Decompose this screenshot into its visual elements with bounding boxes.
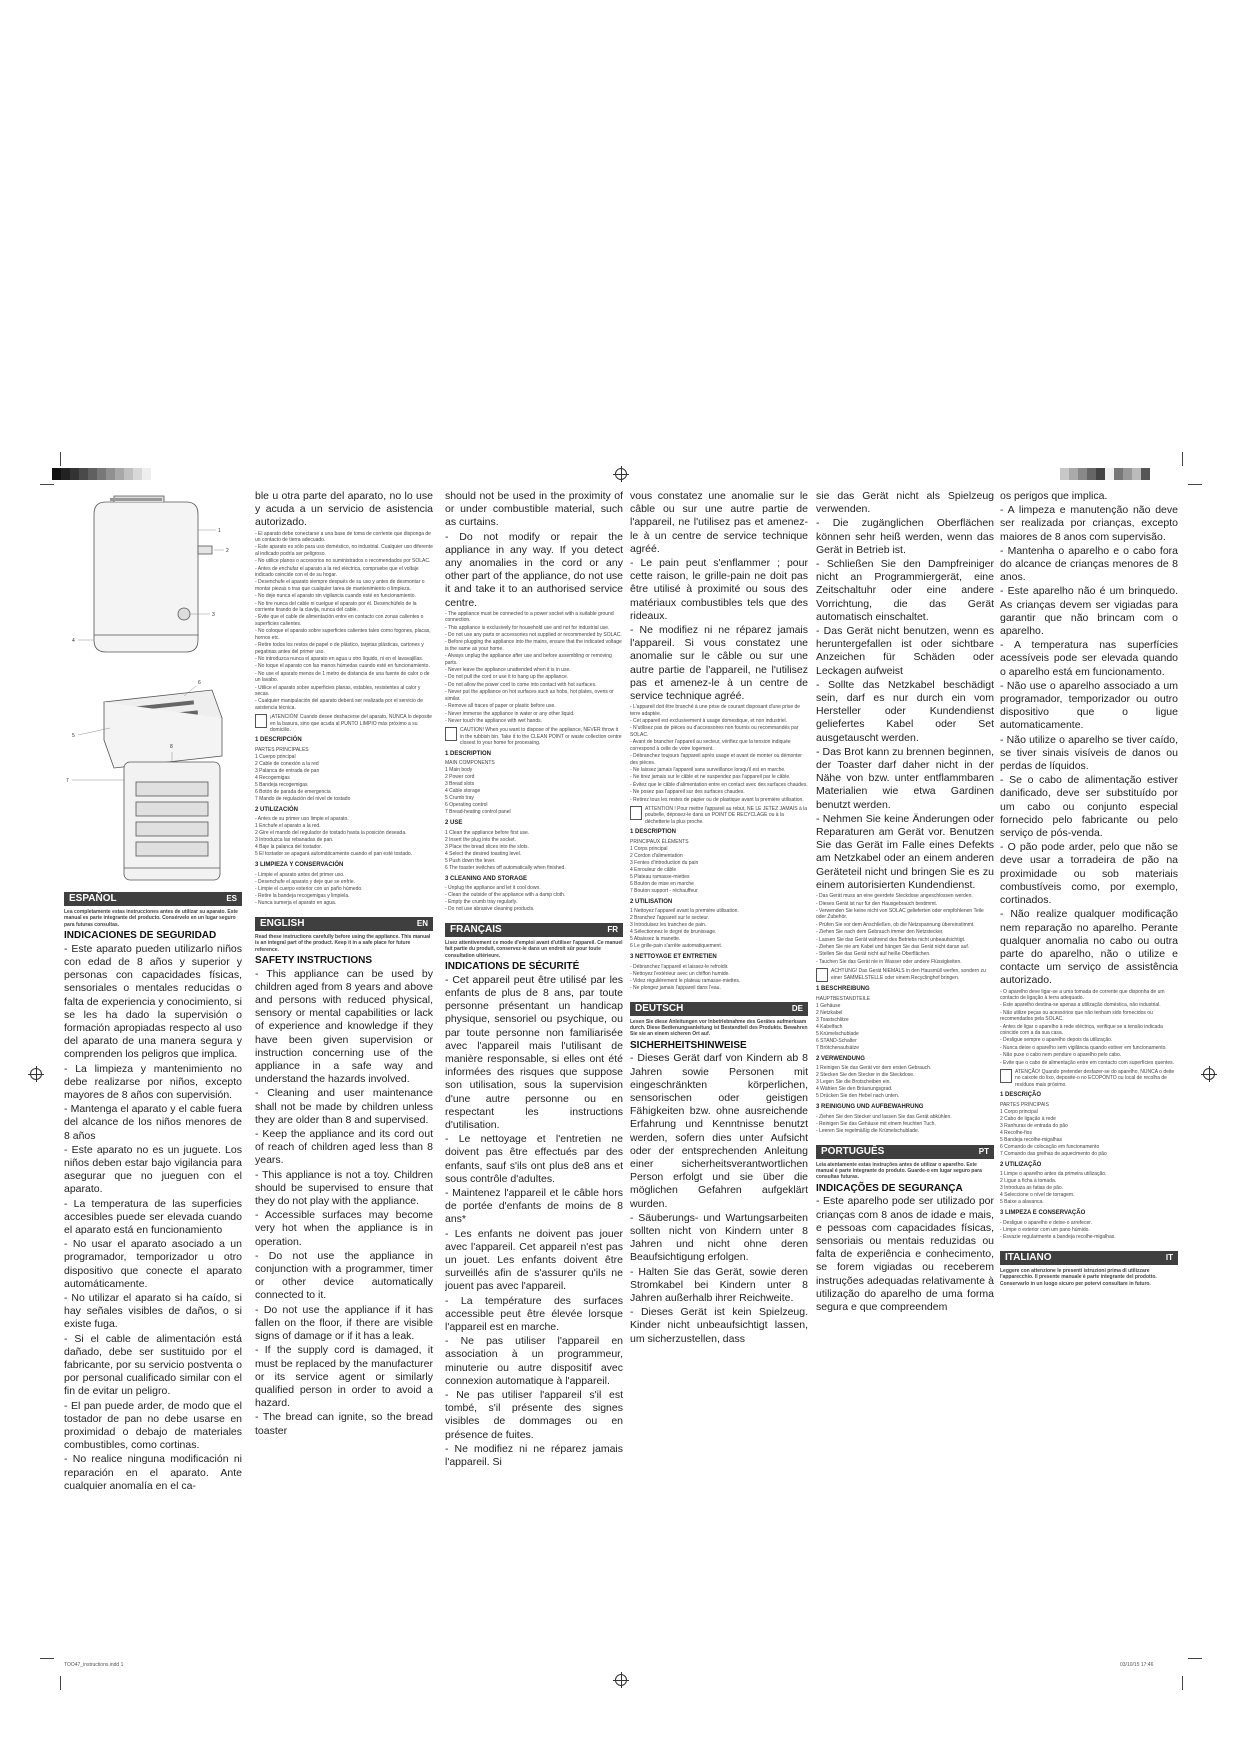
german-clean-item: - Reinigen Sie das Gehäuse mit einem feuchten Tuch. [816,1120,936,1127]
english-small: - The appliance must be connected to a power socket with a suitable ground connection. [445,610,614,624]
french-desc-sub: PRINCIPAUX ÉLÉMENTS [630,838,689,845]
german-use-title: 2 VERWENDUNG [816,1055,865,1062]
spanish-cont-paragraph: ble u otra parte del aparato, no lo use y acuda a un servicio de asistencia autorizado. [255,490,433,529]
spanish-cont-small: - Este aparato es sólo para uso doméstico, no industrial. Cualquier uso diferente al indicado podría ser peligroso. [255,544,433,557]
column-french-continued [630,490,808,1660]
diagram-label: 6 [198,680,201,686]
english-desc-item: 6 Operating control [445,802,488,809]
french-small: - Retirez tous les restes de papier ou de plastique avant la première utilisation. [630,796,804,803]
portuguese-desc-item: 1 Corpo principal [1000,1108,1038,1115]
english-clean-item: - Clean the outside of the appliance with a damp cloth. [445,892,566,899]
language-header-spanish: ESPAÑOL ES [64,892,242,906]
column-portuguese-continued [1000,490,1178,1660]
spanish-use-item: - Antes de su primer uso limpie el aparato. [255,816,349,823]
german-small: - Stellen Sie das Gerät nicht auf heiße Oberflächen. [816,951,931,958]
spanish-paragraph: - Este aparato pueden utilizarlo niños con edad de 8 años y superior y personas con capacidades físicas, sensoriales o mentales reducidas o falta de experiencia y conocimiento, si se les ha dado la supervisión o formación apropiadas respecto al uso del aparato de una manera segura y comprenden los peligros que implica. [64,942,242,1061]
french-paragraph: - Les enfants ne doivent pas jouer avec l'appareil. Cet appareil n'est pas un jouet. Les enfants doivent être surveillés afin de s'assurer qu'ils ne jouent pas avec l'appareil. [445,1227,623,1293]
english-paragraph: - This appliance is not a toy. Children should be supervised to ensure that they do not play with the appliance. [255,1168,433,1208]
spanish-desc-sub: PARTES PRINCIPALES [255,746,309,753]
spanish-clean-item: - Retire la bandeja recogemigas y limpiela. [255,892,350,899]
spanish-paragraph: - Si el cable de alimentación está dañado, debe ser sustituido por el fabricante, por su servicio postventa o por personal cualificado similar con el fin de evitar un peligro. [64,1332,242,1398]
german-clean-title: 3 REINIGUNG UND AUFBEWAHRUNG [816,1104,924,1111]
portuguese-paragraph-top: - Se o cabo de alimentação estiver danificado, deve ser substituído por um cabo ou conjunto especial fornecido pelo fabricante ou pelo serviço de pós-venda. [1000,774,1178,840]
toaster-bottom-illustration [124,762,220,880]
language-header-italian: ITALIANO IT [1000,1251,1178,1265]
german-desc-item: 5 Krümelschublade [816,1030,859,1037]
portuguese-paragraph: - Este aparelho pode ser utilizado por crianças com 8 anos de idade e mais, e pessoas com capacidades físicas, sensoriais ou mentais reduzidas ou falta de experiência e conhecimento, se forem vigiadas ou receberem instruções adequadas relativamente à utilização do aparelho de uma forma segura e que compreendem [816,1195,994,1313]
portuguese-warning: ATENÇÃO! Quando pretender desfazer-se do aparelho, NUNCA o deite no caixote do lixo, deposite-o no ECOPONTO ou local de recolha de resíduos mais próximo. [1000,1069,1178,1088]
french-use-item: 1 Nettoyez l'appareil avant la première utilisation. [630,908,739,915]
portuguese-desc-item: 3 Ranhuras de entrada do pão [1000,1122,1068,1129]
german-clean-item: - Ziehen Sie den Stecker und lassen Sie das Gerät abkühlen. [816,1113,952,1120]
english-small: - Do not allow the power cord to come into contact with hot surfaces. [445,681,597,688]
spanish-paragraph: - No usar el aparato asociado a un programador, temporizador u otro dispositivo que conecte el aparato automáticamente. [64,1238,242,1290]
english-use-item: 5 Push down the lever. [445,857,496,864]
german-desc-item: 3 Toastschlitze [816,1016,849,1023]
german-paragraph-top: sie das Gerät nicht als Spielzeug verwenden. [816,490,994,516]
german-paragraph-top: - Schließen Sie den Dampfreiniger nicht an Programmiergerät, eine Zeitschaltuhr oder eine andere Vorrichtung, die das Gerät automatisch einschaltet. [816,558,994,623]
crop-mark [1188,1658,1202,1659]
french-desc-item: 3 Fentes d'introduction du pain [630,859,699,866]
german-paragraph-top: - Sollte das Netzkabel beschädigt sein, darf es nur durch ein vom Hersteller oder Kundendienst geliefertes Kabel oder Set ausgetauscht werden. [816,678,994,744]
french-desc-item: 7 Bouton support - réchauffeur [630,887,698,894]
english-use-item: 2 Insert the plug into the socket. [445,836,516,843]
english-small: - This appliance is exclusively for household use and not for industrial use. [445,624,610,631]
portuguese-use-item: 2 Ligue a ficha à tomada. [1000,1178,1057,1185]
english-warning: CAUTION! When you want to dispose of the appliance, NEVER throw it in the rubbish bin. Take it to the CLEAN POINT or waste collection centre closest to your home for processing. [445,727,623,746]
spanish-paragraph: - La limpieza y mantenimiento no debe realizarse por niños, excepto mayores de 8 años con supervisión. [64,1062,242,1101]
german-small: - Ziehen Sie nach dem Gebrauch immer den Netzstecker. [816,929,944,936]
english-clean-title: 3 CLEANING AND STORAGE [445,875,528,882]
spanish-paragraph: - No utilizar el aparato si ha caído, si hay señales visibles de daños, o si existe fuga. [64,1292,242,1331]
spanish-cont-small: - Utilice el aparato sobre superficies planas, estables, resistentes al calor y secas. [255,684,421,697]
french-desc-item: 4 Enrouleur de câble [630,866,677,873]
spanish-cont-small: - No deje nunca el aparato sin vigilancia cuando esté en funcionamiento. [255,593,416,600]
diagram-label: 7 [66,778,69,784]
crop-mark [1182,1676,1183,1690]
french-use-item: 3 Introduisez les tranches de pain. [630,922,707,929]
french-small: - Débranchez toujours l'appareil après usage et avant de monter ou démonter des pièces. [630,753,802,766]
german-desc-item: 1 Gehäuse [816,1002,841,1009]
french-clean-item: - Ne plongez jamais l'appareil dans l'eau. [630,984,721,991]
french-small: - N'utilisez pas de pièces ou d'accessoires non fournis ou recommandés par SOLAC. [630,725,799,738]
spanish-clean-item: - Limpie el aparato antes del primer uso. [255,871,345,878]
diagram-label: 8 [170,744,173,750]
portuguese-small: - Este aparelho destina-se apenas a utilização doméstica, não industrial. [1000,1002,1161,1009]
spanish-desc-item: 6 Botón de parada de emergencia [255,788,331,795]
german-notice: Lesen Sie diese Anleitungen vor Inbetriebnahme des Gerätes aufmerksam durch. Diese Bedienungsanleitung ist Bestandteil des Produkts. Bewahren Sie sie an einem sicheren Ort auf. [630,1018,808,1038]
french-paragraph: - Ne modifiez ni ne réparez jamais l'appareil. Si [445,1442,623,1469]
portuguese-paragraph-top: - Não realize qualquer modificação nem reparação no aparelho. Perante qualquer anomalia no cabo ou outra parte do aparelho, não o utilize e contacte um serviço de assistência autorizado. [1000,908,1178,987]
portuguese-use-item: 5 Baixe a alavanca. [1000,1199,1044,1206]
spanish-desc-item: 3 Palanca de entrada de pan [255,767,320,774]
english-use-item: 3 Place the bread slices into the slots. [445,843,529,850]
german-small: - Verwenden Sie keine nicht von SOLAC gelieferten oder empfohlenen Teile oder Zubehör. [816,907,984,921]
spanish-desc-item: 4 Recogemigas [255,774,290,781]
english-small: - Never leave the appliance unattended when it is in use. [445,667,571,674]
portuguese-paragraph-top: - Não use o aparelho associado a um programador, temporizador ou outro dispositivo que o ligue automaticamente. [1000,679,1178,732]
german-paragraph: - Halten Sie das Gerät, sowie deren Stromkabel bei Kindern unter 8 Jahren außerhalb ihrer Reichweite. [630,1265,808,1305]
spanish-warning: ¡ATENCIÓN! Cuando desee deshacerse del aparato, NUNCA lo deposite en la basura, sino que acuda al PUNTO LIMPIO más próximo a su domicilio. [255,714,433,733]
french-use-item: 4 Sélectionnez le degré de brunissage. [630,929,717,936]
spanish-use-item: 2 Gire el mando del regulador de tostado hasta la posición deseada. [255,830,407,837]
portuguese-desc-item: 6 Comando de colocação em funcionamento [1000,1143,1100,1150]
spanish-cont-small: - El aparato debe conectarse a una base de toma de corriente que disponga de un contacto de tierra adecuado. [255,530,431,544]
spanish-clean-item: - Desenchufe el aparato y deje que se enfríe. [255,878,356,885]
spanish-use-title: 2 UTILIZACIÓN [255,806,298,813]
english-paragraph-top: - Do not modify or repair the appliance in any way. If you detect any anomalies in the cord or any other part of the appliance, do not use it and take it to an authorised service centre. [445,530,623,609]
french-paragraph: - Ne pas utiliser l'appareil s'il est tombé, s'il présente des signes visibles de dommages ou en présence de fuites. [445,1389,623,1441]
french-notice: Lisez attentivement ce mode d'emploi avant d'utiliser l'appareil. Ce manuel fait partie du produit, conservez-le dans un endroit sûr pour toute consultation ultérieure. [445,940,623,959]
crop-mark [40,484,54,485]
portuguese-paragraph-top: - Não utilize o aparelho se tiver caído, se tiver sinais visíveis de danos ou perdas de líquidos. [1000,733,1178,773]
portuguese-safety-title: INDICAÇÕES DE SEGURANÇA [816,1182,963,1194]
spanish-cont-small: - No utilice planos o accesorios no suministrados o recomendados por SOLAC. [255,558,431,565]
recycle-bin-icon [445,727,457,741]
toaster-diagram [64,490,240,890]
column-spanish-continued [255,490,433,1660]
english-clean-item: - Unplug the appliance and let it cool down. [445,885,541,892]
english-small: - Do not pull the cord or use it to hang up the appliance. [445,674,569,681]
french-clean-title: 3 NETTOYAGE ET ENTRETIEN [630,954,717,961]
portuguese-small: - Não utilize peças ou acessórios que não tenham sido fornecidos ou recomendados pela SOLAC. [1000,1009,1153,1023]
portuguese-paragraph-top: - Este aparelho não é um brinquedo. As crianças devem ser vigiadas para garantir que não brincam com o aparelho. [1000,585,1178,638]
spanish-cont-small: - Cualquier manipulación del aparato deberá ser realizada por el servicio de asistencia técnica. [255,698,423,711]
portuguese-paragraph-top: - O pão pode arder, pelo que não se deve usar a torradeira de pão na proximidade ou sob materiais combustíveis como, por exemplo, cortinados. [1000,841,1178,907]
english-paragraph: - Do not use the appliance in conjunction with a programmer, timer or other device automatically connected to it. [255,1249,433,1302]
french-small: - Ne posez pas l'appareil sur des surfaces chaudes. [630,789,745,796]
portuguese-paragraph-top: os perigos que implica. [1000,490,1108,502]
spanish-use-item: 5 El tostador se apagará automáticamente cuando el pan esté tostado. [255,851,413,858]
french-small: - Évitez que le câble d'alimentation entre en contact avec des surfaces chaudes. [630,781,808,788]
german-desc-title: 1 BESCHREIBUNG [816,986,870,993]
french-use-item: 2 Branchez l'appareil sur le secteur. [630,915,710,922]
spanish-desc-item: 2 Cable de conexión a la red [255,760,319,767]
german-use-item: 4 Wählen Sie den Bräunungsgrad. [816,1086,893,1093]
spanish-paragraph: - Este aparato no es un juguete. Los niños deben estar bajo vigilancia para asegurar que no jueguen con el aparato. [64,1143,242,1196]
portuguese-clean-item: - Limpe o exterior com um pano húmido. [1000,1226,1090,1233]
crop-mark [1182,452,1183,466]
german-warning: ACHTUNG! Das Gerät NIEMALS in den Hausmüll werfen, sondern zu einer SAMMELSTELLE oder einem Recyclinghof bringen. [816,968,994,982]
german-desc-item: 6 STAND-Schalter [816,1037,857,1044]
crop-mark [60,452,61,466]
portuguese-small: - Evite que o cabo de alimentação entre em contacto com superfícies quentes. [1000,1059,1174,1066]
french-paragraph-top: vous constatez une anomalie sur le câble ou sur une autre partie de l'appareil, ne l'utilisez pas et amenez-le à un centre de service technique agréé. [630,490,808,555]
diagram-label: 5 [72,733,75,739]
spanish-cont-small: - Evite que el cable de alimentación entre en contacto con zonas calientes o superficies calientes. [255,614,424,627]
portuguese-paragraph-top: - Mantenha o aparelho e o cabo fora do alcance de crianças menores de 8 anos. [1000,544,1178,584]
french-small: - Ne laissez jamais l'appareil sans surveillance lorsqu'il est en marche. [630,766,786,773]
recycle-bin-icon [630,806,642,820]
portuguese-small: - O aparelho deve ligar-se a uma tomada de corrente que disponha de um contacto de ligação à terra adequado. [1000,988,1165,1001]
portuguese-small: - Antes de ligar o aparelho à rede eléctrica, verifique se a tensão indicada coincide com a da sua casa. [1000,1023,1163,1036]
french-desc-item: 5 Plateau ramasse-miettes [630,873,690,880]
german-safety-title: SICHERHEITSHINWEISE [630,1039,747,1051]
german-desc-sub: HAUPTBESTANDTEILE [816,995,871,1002]
german-small: - Tauchen Sie das Gerät nie in Wasser oder andere Flüssigkeiten. [816,958,962,965]
spanish-cont-small: - No use el aparato menos de 1 metro de distancia de una fuente de calor o de un lavabo. [255,670,430,684]
english-use-item: 1 Clean the appliance before first use. [445,829,530,836]
portuguese-desc-item: 7 Comando das grelhas de aquecimento do pão [1000,1150,1107,1157]
french-clean-item: - Débranchez l'appareil et laissez-le refroidir. [630,963,729,970]
grayscale-bar [52,468,151,480]
spanish-cont-small: - Antes de enchufar el aparato a la red eléctrica, compruebe que el voltaje indicado coincide con el de su hogar. [255,565,419,579]
spanish-safety-title: INDICACIONES DE SEGURIDAD [64,930,217,942]
french-paragraph: - Ne pas utiliser l'appareil en association à un programmeur, minuterie ou autre dispositif avec connexion automatique à l'appareil. [445,1335,623,1387]
color-bar [1060,468,1150,480]
spanish-clean-title: 3 LIMPIEZA Y CONSERVACIÓN [255,862,344,869]
diagram-label: 4 [72,638,75,644]
spanish-cont-small: - No coloque el aparato sobre superficies calientes tales como fogones, placas, hornos etc. [255,628,431,641]
portuguese-clean-item: - Desligue o aparelho e deixe-o arrefecer. [1000,1219,1092,1226]
french-desc-item: 6 Bouton de mise en marche [630,880,694,887]
recycle-bin-icon [816,968,828,982]
footer-timestamp: 03/10/15 17:46 [1120,1662,1154,1668]
toaster-top-illustration [104,690,222,768]
german-small: - Dieses Gerät ist nur für den Hausgebrauch bestimmt. [816,900,938,907]
spanish-cont-small: - No introduzca nunca el aparato en agua u otro líquido, ni en el lavavajillas. [255,655,424,662]
english-safety-tail: should not be used in the proximity of or under combustible material, such as curtains. [445,490,623,529]
portuguese-use-item: 1 Limpe o aparelho antes da primeira utilização. [1000,1171,1107,1178]
diagram-label: 1 [218,528,221,534]
english-paragraph: - This appliance can be used by children aged from 8 years and above and persons with reduced physical, sensory or mental capabilities or lack of experience and knowledge if they have been given supervision or instruction concerning use of the appliance in a safe way and understand the hazards involved. [255,967,433,1086]
portuguese-notice: Leia atentamente estas instruções antes de utilizar o aparelho. Este manual é parte integrante do produto. Guarde-o em lugar seguro para consultas futuras. [816,1161,982,1181]
crop-mark [60,1676,61,1690]
portuguese-desc-item: 2 Cabo de ligação à rede [1000,1115,1056,1122]
french-small: - Avant de brancher l'appareil au secteur, vérifiez que la tension indiquée correspond à celle de votre logement. [630,739,791,752]
language-header-portuguese: PORTUGUÊS PT [816,1145,994,1159]
spanish-notice: Lea completamente estas instrucciones antes de utilizar su aparato. Este manual es parte integrante del producto. Consérvelo en un lugar seguro para futuras consultas. [64,909,238,928]
french-clean-item: - Videz régulièrement le plateau ramasse-miettes. [630,977,741,984]
english-desc-sub: MAIN COMPONENTS [445,760,495,767]
german-paragraph-top: - Nehmen Sie keine Änderungen oder Reparaturen am Gerät vor. Benutzen Sie das Gerät im Falle eines Defekts am Netzkabel oder an einem anderen Geräteteil nicht und bringen Sie es zu einem autorisierten Kundendienst. [816,812,994,891]
portuguese-small: - Nunca deixe o aparelho sem vigilância quando estiver em funcionamento. [1000,1044,1167,1051]
french-desc-item: 1 Corps principal [630,845,668,852]
german-desc-item: 7 Brötchenaufsätze [816,1044,860,1051]
english-small: - Remove all traces of paper or plastic before use. [445,703,556,710]
german-small: - Prüfen Sie vor dem Anschließen, ob die Netzspannung übereinstimmt. [816,921,975,928]
registration-mark-icon [1203,1068,1215,1080]
french-paragraph: - Maintenez l'appareil et le câble hors de portée d'enfants de moins de 8 ans* [445,1187,623,1226]
english-small: - Never touch the appliance with wet hands. [445,717,542,724]
spanish-desc-title: 1 DESCRIPCIÓN [255,737,302,744]
spanish-desc-item: 1 Cuerpo principal [255,753,296,760]
language-header-french: FRANÇAIS FR [445,923,623,937]
recycle-bin-icon [1000,1069,1012,1083]
french-paragraph-top: - Le pain peut s'enflammer ; pour cette raison, le grille-pain ne doit pas être utilisé à proximité ou sous des matériaux combustibles tels que des rideaux. [630,557,808,622]
french-use-item: 5 Abaissez la manette. [630,936,681,943]
portuguese-use-item: 3 Introduza as fatias de pão. [1000,1185,1064,1192]
portuguese-desc-item: 4 Recolhe-fios [1000,1129,1032,1136]
german-paragraph: - Dieses Gerät darf von Kindern ab 8 Jahren sowie Personen mit eingeschränkten körperlichen, sensorischen oder geistigen Fähigkeiten bzw. ohne ausreichende Erfahrung und Kenntnisse benutzt werden, sofern dies unter Aufsicht oder der entsprechenden Anleitung einer sicherheitsverantwortlichen Person erfolgt und sie über die möglichen Gefahren aufgeklärt wurden. [630,1052,808,1210]
french-small: - Cet appareil est exclusivement à usage domestique, et non industriel. [630,718,788,725]
german-paragraph: - Dieses Gerät ist kein Spielzeug. Kinder nicht unbeaufsichtigt lassen, um sicherzustellen, dass [630,1306,808,1345]
english-desc-title: 1 DESCRIPTION [445,750,492,757]
english-small: - Do not use any parts or accessories not supplied or recommended by SOLAC. [445,632,622,639]
german-paragraph-top: - Das Brot kann zu brennen beginnen, der Toaster darf daher nicht in der Nähe von bzw. unter entflammbaren Materialien wie etwa Gardinen benutzt werden. [816,745,994,811]
portuguese-desc-title: 1 DESCRIÇÃO [1000,1092,1042,1099]
english-safety-title: SAFETY INSTRUCTIONS [255,955,373,967]
french-use-title: 2 UTILISATION [630,898,673,905]
german-small: - Ziehen Sie nie am Kabel und hängen Sie das Gerät nicht daran auf. [816,943,970,950]
english-desc-item: 7 Bread-heating control panel [445,809,511,816]
spanish-paragraph: - El pan puede arder, de modo que el tostador de pan no debe usarse en proximidad o debajo de materiales combustibles, como cortinas. [64,1399,242,1452]
language-header-german: DEUTSCH DE [630,1002,808,1016]
german-desc-item: 4 Kabelfach [816,1023,843,1030]
portuguese-desc-sub: PARTES PRINCIPAIS [1000,1101,1049,1108]
french-safety-title: INDICATIONS DE SÉCURITÉ [445,961,580,973]
german-paragraph: - Säuberungs- und Wartungsarbeiten sollten nicht von Kindern unter 8 Jahren und nicht ohne deren Beaufsichtigung erfolgen. [630,1211,808,1264]
german-clean-item: - Leeren Sie regelmäßig die Krümelschublade. [816,1127,920,1134]
portuguese-desc-item: 5 Bandeja recolhe-migalhas [1000,1136,1062,1143]
german-paragraph-top: - Die zugänglichen Oberflächen können sehr heiß werden, wenn das Gerät in Betrieb ist. [816,517,994,556]
german-use-item: 3 Legen Sie die Brotscheiben ein. [816,1079,891,1086]
italian-notice: Leggere con attenzione le presenti istruzioni prima di utilizzare l'apparecchio. Il presente manuale è parte integrante del prodotto. Conservarlo in un luogo sicuro per potervi consultare in futuro. [1000,1267,1157,1287]
registration-mark-icon [615,1674,627,1686]
english-paragraph: - Keep the appliance and its cord out of reach of children aged less than 8 years. [255,1128,433,1167]
spanish-paragraph: - La temperatura de las superficies accesibles puede ser elevada cuando el aparato está en funcionamiento [64,1197,242,1236]
spanish-use-item: 4 Baje la palanca del tostador. [255,844,322,851]
english-desc-item: 4 Cable storage [445,788,481,795]
spanish-cont-small: - No toque el aparato con las manos húmedas cuando esté en funcionamiento. [255,663,430,670]
portuguese-clean-item: - Esvazie regularmente a bandeja recolhe-migalhas. [1000,1233,1116,1240]
spanish-use-item: 3 Introduzca las rebanadas de pan. [255,837,334,844]
english-use-item: 4 Select the desired toasting level. [445,850,522,857]
english-clean-item: - Empty the crumb tray regularly. [445,899,518,906]
spanish-paragraph: - Mantenga el aparato y el cable fuera del alcance de los niños menores de 8 años [64,1103,242,1142]
english-desc-item: 5 Crumb tray [445,795,474,802]
german-use-item: 2 Stecken Sie den Stecker in die Steckdose. [816,1072,915,1079]
french-desc-item: 2 Cordon d'alimentation [630,852,683,859]
portuguese-paragraph-top: - A limpeza e manutenção não deve ser realizada por crianças, excepto maiores de 8 anos com supervisão. [1000,504,1178,543]
spanish-cont-small: - No tire nunca del cable ni cuelgue el aparato por él. Desenchúfelo de la corriente tirando de la clavija, nunca del cable. [255,600,417,614]
portuguese-use-item: 4 Seleccione o nível de torragem. [1000,1192,1075,1199]
portuguese-use-title: 2 UTILIZAÇÃO [1000,1161,1042,1168]
english-desc-item: 2 Power cord [445,774,475,781]
toaster-front-illustration [94,496,212,652]
english-use-item: 6 The toaster switches off automatically when finished. [445,864,566,871]
spanish-clean-item: - Nunca sumerja el aparato en agua. [255,899,337,906]
spanish-desc-item: 7 Mando de regulación del nivel de tostado [255,795,351,802]
french-paragraph: - Cet appareil peut être utilisé par les enfants de plus de 8 ans, par toute personne présentant un handicap physique, sensoriel ou psychique, ou par toute personne non familiarisée avec l'appareil mais l'utilisant de manière responsable, si elles ont été informées des risques que suppose son utilisation, sous la supervision d'une autre personne ou en respectant les instructions d'utilisation. [445,973,623,1131]
french-paragraph: - Le nettoyage et l'entretien ne doivent pas être effectués par des enfants, sauf s'ils ont plus de8 ans et sous contrôle d'adultes. [445,1133,623,1185]
recycle-bin-icon [255,714,267,728]
french-paragraph-top: - Ne modifiez ni ne réparez jamais l'appareil. Si vous constatez une anomalie sur le câble ou sur une autre partie de l'appareil, ne l'utilisez pas et amenez-le à un centre de service technique agréé. [630,624,808,703]
english-clean-item: - Do not use abrasive cleaning products. [445,906,535,913]
german-small: - Das Gerät muss an eine geerdete Steckdose angeschlossen werden. [816,893,973,900]
english-small: - Never immerse the appliance in water or any other liquid. [445,710,575,717]
english-notice: Read these instructions carefully before using the appliance. This manual is an integral part of the product. Keep it in a safe place for future reference. [255,933,431,953]
german-small: - Lassen Sie das Gerät während des Betriebs nicht unbeaufsichtigt. [816,936,966,943]
german-use-item: 1 Reinigen Sie das Gerät vor dem ersten Gebrauch. [816,1065,932,1072]
spanish-cont-small: - Desenchufe el aparato siempre después de su uso y antes de desmontar o montar piezas o tras que cualquier tarea de mantenimiento o limpieza. [255,579,425,592]
english-small: - Always unplug the appliance after use and before assembling or removing parts. [445,653,612,666]
french-warning: ATTENTION ! Pour mettre l'appareil au rebut, NE LE JETEZ JAMAIS à la poubelle, déposez-le dans un POINT DE RECYCLAGE ou à la déchetterie la plus proche. [630,806,808,825]
english-desc-item: 1 Main body [445,767,473,774]
portuguese-small: - Não puxe o cabo nem pendure o aparelho pelo cabo. [1000,1052,1122,1059]
german-use-item: 5 Drücken Sie den Hebel nach unten. [816,1093,900,1100]
portuguese-clean-title: 3 LIMPEZA E CONSERVAÇÃO [1000,1210,1086,1217]
portuguese-small: - Desligue sempre o aparelho depois da utilização. [1000,1037,1113,1044]
column-spanish [64,888,242,1658]
diagram-label: 3 [212,612,215,618]
crop-mark [40,1658,54,1659]
french-desc-title: 1 DESCRIPTION [630,829,677,836]
spanish-desc-item: 5 Bandeja recogemigas [255,781,308,788]
french-clean-item: - Nettoyez l'extérieur avec un chiffon humide. [630,970,730,977]
english-small: - Before plugging the appliance into the mains, ensure that the indicated voltage is the same as your home. [445,639,622,652]
english-paragraph: - Cleaning and user maintenance shall not be made by children unless they are older than 8 and supervised. [255,1087,433,1126]
spanish-clean-item: - Limpie el cuerpo exterior con un paño húmedo. [255,885,363,892]
french-small: - Ne tirez jamais sur le câble et ne suspendez pas l'appareil par le câble. [630,774,791,781]
english-paragraph: - Accessible surfaces may become very hot when the appliance is in operation. [255,1209,433,1248]
crop-mark [1188,484,1202,485]
column-german-continued [816,490,994,1660]
diagram-label: 2 [226,548,229,554]
english-paragraph: - Do not use the appliance if it has fallen on the floor, if there are visible signs of damage or if it has a leak. [255,1303,433,1343]
french-paragraph: - La température des surfaces accessible peut être élevée lorsque l'appareil est en marche. [445,1294,623,1334]
english-desc-item: 3 Bread slots [445,781,475,788]
spanish-cont-small: - Retire todos los restos de papel o de plástico, tarjetas plásticas, cartones y pegatinas antes del primer uso. [255,642,424,655]
french-use-item: 6 Le grille-pain s'arrête automatiquement. [630,943,723,950]
column-english-continued [445,490,623,1660]
portuguese-paragraph-top: - A temperatura nas superfícies acessíveis pode ser elevada quando o aparelho está em funcionamento. [1000,639,1178,678]
english-paragraph: - If the supply cord is damaged, it must be replaced by the manufacturer or its service agent or similarly qualified person in order to avoid a hazard. [255,1344,433,1410]
footer-file-name: TOO47_instructions.indd 1 [64,1662,124,1668]
german-desc-item: 2 Netzkabel [816,1009,843,1016]
spanish-use-item: 1 Enchufe el aparato a la red. [255,823,321,830]
english-paragraph: - The bread can ignite, so the bread toaster [255,1411,433,1437]
spanish-paragraph: - No realice ninguna modificación ni reparación en el aparato. Ante cualquier anomalía en el ca- [64,1453,242,1492]
english-small: - Never put the appliance on hot surfaces such as hobs, hot plates, ovens or similar. [445,689,614,702]
french-small: - L'appareil doit être branché à une prise de courant disposant d'une prise de terre adaptée. [630,704,801,717]
german-paragraph-top: - Das Gerät nicht benutzen, wenn es heruntergefallen ist oder sichtbare Anzeichen für Schäden oder Leckagen aufweist [816,625,994,677]
english-use-title: 2 USE [445,820,463,827]
language-header-english: ENGLISH EN [255,917,433,931]
registration-mark-icon [30,1068,42,1080]
registration-mark-icon [615,468,627,480]
